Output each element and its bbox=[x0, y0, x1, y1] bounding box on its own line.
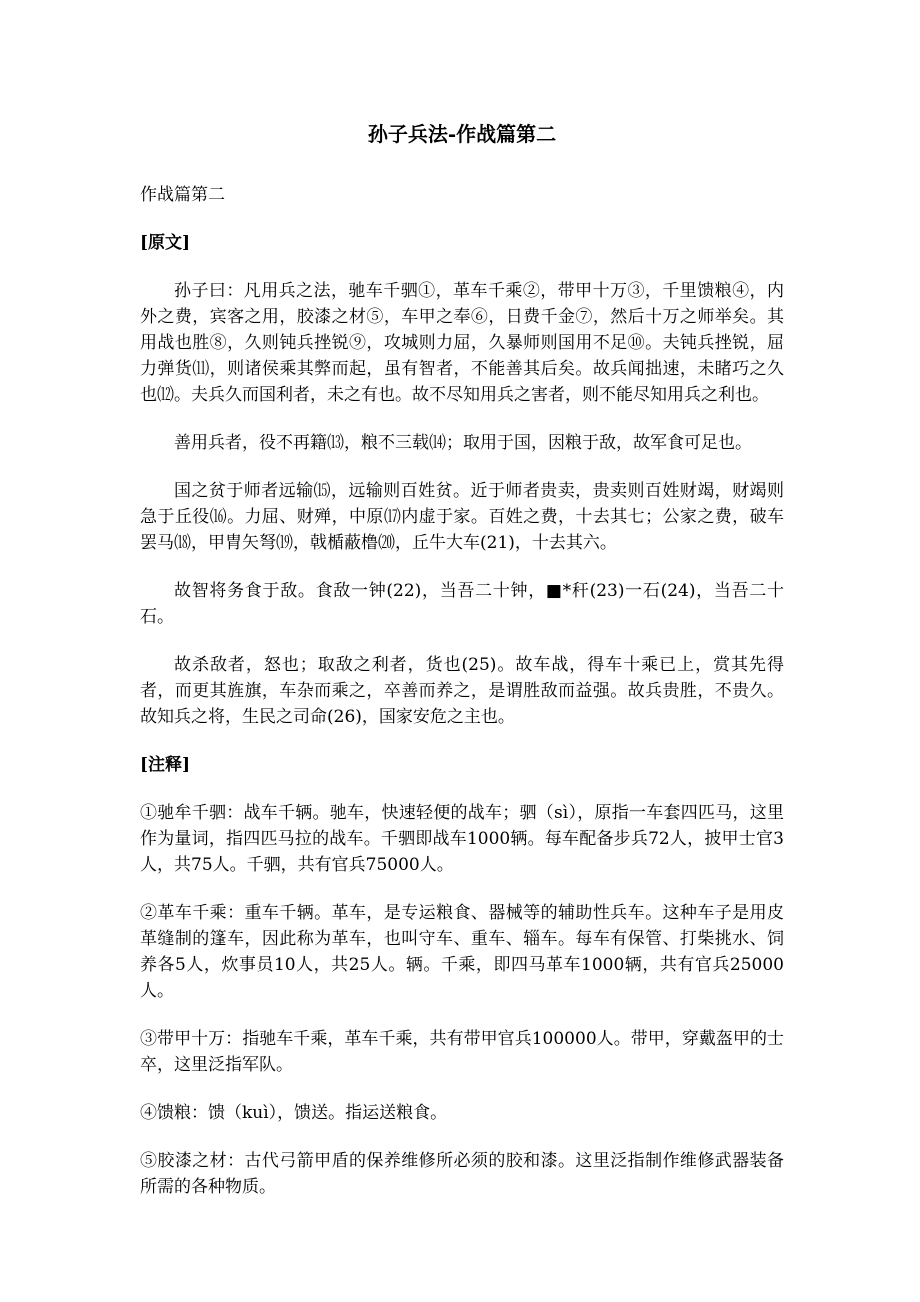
original-paragraph: 孙子曰：凡用兵之法，驰车千驷①，革车千乘②，带甲十万③，千里馈粮④，内外之费，宾客之用，胶漆之材⑤，车甲之奉⑥，日费千金⑦，然后十万之师举矣。其用战也胜⑧，久则钝兵挫锐⑨，攻城则力屈，久暴师则国用不足⑩。夫钝兵挫锐，屈力弹货⑾，则诸侯乘其弊而起，虽有智者，不能善其后矣。故兵闻拙速，未睹巧之久也⑿。夫兵久而国利者，未之有也。故不尽知用兵之害者，则不能尽知用兵之利也。 bbox=[140, 281, 784, 405]
chapter-subtitle: 作战篇第二 bbox=[140, 185, 225, 205]
original-paragraph: 国之贫于师者远输⒂，远输则百姓贫。近于师者贵卖，贵卖则百姓财竭，财竭则急于丘役⒃。力屈、财殚，中原⒄内虚于家。百姓之费，十去其七；公家之费，破车罢马⒅，甲胄矢弩⒆，戟楯蔽橹⒇，丘牛大车(21)，十去其六。 bbox=[140, 481, 784, 553]
document-page bbox=[140, 120, 784, 1222]
original-text-heading: [原文] bbox=[140, 233, 191, 253]
original-paragraph: 善用兵者，役不再籍⒀，粮不三载⒁；取用于国，因粮于敌，故军食可足也。 bbox=[174, 433, 752, 453]
original-paragraph: 故杀敌者，怒也；取敌之利者，货也(25)。故车战，得车十乘已上，赏其先得者，而更其旌旗，车杂而乘之，卒善而养之，是谓胜敌而益强。故兵贵胜，不贵久。故知兵之将，生民之司命(26)，国家安危之主也。 bbox=[140, 655, 784, 727]
note-item: ①驰牟千驷：战车千辆。驰车，快速轻便的战车；驷（sì），原指一车套四匹马，这里作为量词，指四匹马拉的战车。千驷即战车1000辆。每车配备步兵72人，披甲士官3人，共75人。千驷，共有官兵75000人。 bbox=[140, 803, 784, 875]
original-paragraph: 故智将务食于敌。食敌一钟(22)，当吾二十钟，■*秆(23)一石(24)，当吾二十石。 bbox=[140, 581, 784, 627]
note-item: ④馈粮：馈（kuì），馈送。指运送粮食。 bbox=[140, 1103, 448, 1123]
note-item: ②革车千乘：重车千辆。革车，是专运粮食、器械等的辅助性兵车。这种车子是用皮革缝制的篷车，因此称为革车，也叫守车、重车、辎车。每车有保管、打柴挑水、饲养各5人，炊事员10人，共25人。辆。千乘，即四马革车1000辆，共有官兵25000人。 bbox=[140, 903, 784, 1001]
notes-heading: [注释] bbox=[140, 755, 191, 775]
note-item: ⑤胶漆之材：古代弓箭甲盾的保养维修所必须的胶和漆。这里泛指制作维修武器装备所需的各种物质。 bbox=[140, 1151, 784, 1197]
note-item: ③带甲十万：指驰车千乘，革车千乘，共有带甲官兵100000人。带甲，穿戴盔甲的士卒，这里泛指军队。 bbox=[140, 1029, 784, 1075]
document-title: 孙子兵法-作战篇第二 bbox=[367, 122, 557, 146]
